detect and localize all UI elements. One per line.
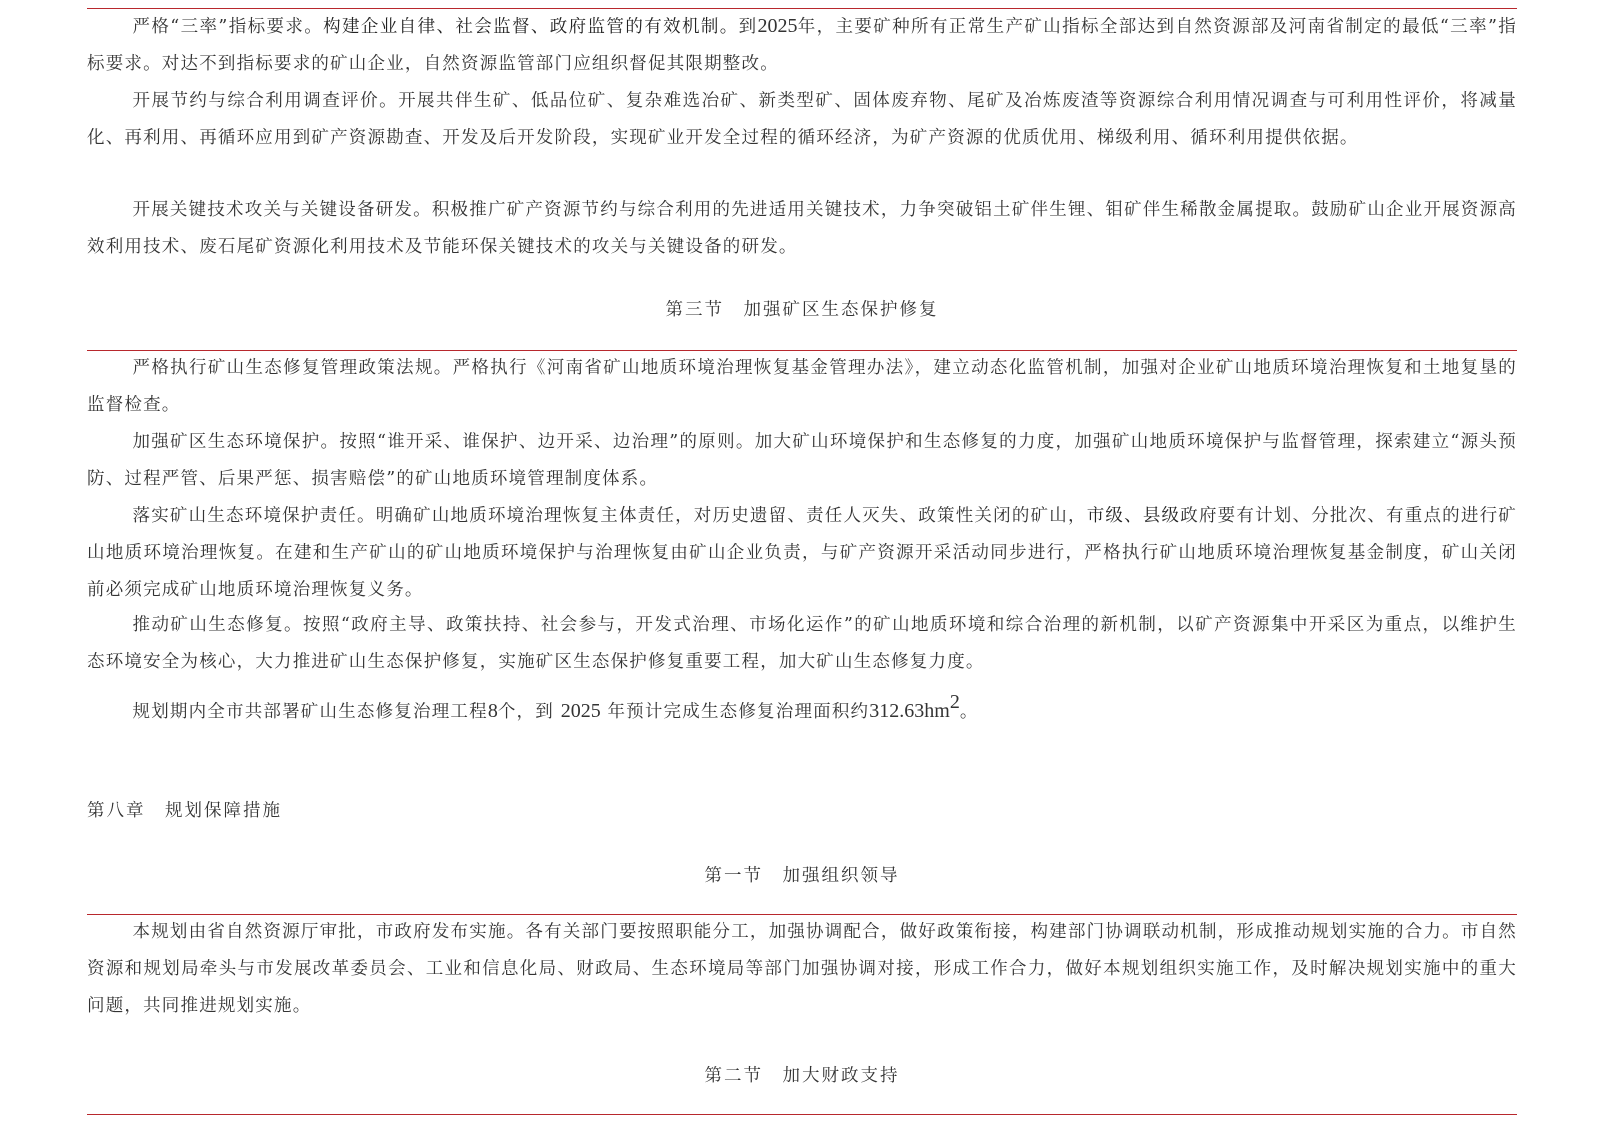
section-heading: 第三节 加强矿区生态保护修复	[665, 300, 939, 320]
paragraph-three-rates	[87, 8, 1517, 83]
paragraph-text: 规划期内全市共部署矿山生态修复治理工程	[132, 702, 488, 722]
paragraph-text: 落实矿山生态环境保护责任。明确矿山地质环境治理恢复主体责任，对历史遗留、责任人灭失、政策性关闭的矿山，	[132, 506, 1087, 526]
paragraph-emphasis: 构建企业自律、社会监督、政府监管的有效机制。	[323, 17, 739, 37]
year-value: 2025	[757, 15, 798, 37]
paragraph-responsibility	[87, 498, 1517, 609]
project-count: 8	[487, 700, 498, 722]
section-heading: 第二节 加大财政支持	[704, 1066, 900, 1086]
paragraph-lead: 严格“三率”指标要求。	[132, 17, 324, 37]
paragraph-text: 政府要有计划、分批次、有重点的进行矿山地质环境治理恢复。在建和生产矿山的矿山地质环境保护与治理恢复由矿山企业负责，与矿产资源开采活动同步进行，严格执行矿山地质环境治理恢复基金制度，矿山关闭前必须完成矿山地质环境治理恢复义务。	[87, 506, 1517, 600]
paragraph-text: 。	[959, 702, 979, 722]
year-value: 2025	[560, 700, 601, 722]
paragraph-ecological-regulations: 严格执行矿山生态修复管理政策法规。严格执行《河南省矿山地质环境治理恢复基金管理办法》，建立动态化监管机制，加强对企业矿山地质环境治理恢复和土地复垦的监督检查。	[87, 358, 1517, 415]
chapter-heading: 第八章 规划保障措施	[87, 801, 282, 821]
paragraph-survey-evaluation: 开展节约与综合利用调查评价。开展共伴生矿、低品位矿、复杂难选冶矿、新类型矿、固体废弃物、尾矿及冶炼废渣等资源综合利用情况调查与可利用性评价，将减量化、再利用、再循环应用到矿产资源勘查、开发及后开发阶段，实现矿业开发全过程的循环经济，为矿产资源的优质优用、梯级利用、循环利用提供依据。	[87, 91, 1517, 148]
paragraph-restoration-targets	[87, 693, 1517, 731]
paragraph-environment-protection: 加强矿区生态环境保护。按照“谁开采、谁保护、边开采、边治理”的原则。加大矿山环境保护和生态修复的力度，加强矿山地质环境保护与监督管理，探索建立“源头预防、过程严管、后果严惩、损害赔偿”的矿山地质环境管理制度体系。	[87, 432, 1517, 489]
paragraph-organization: 本规划由省自然资源厅审批，市政府发布实施。各有关部门要按照职能分工，加强协调配合，做好政策衔接，构建部门协调联动机制，形成推动规划实施的合力。市自然资源和规划局牵头与市发展改革委员会、工业和信息化局、财政局、生态环境局等部门加强协调对接，形成工作合力，做好本规划组织实施工作，及时解决规划实施中的重大问题，共同推进规划实施。	[87, 922, 1517, 1016]
paragraph-ecological-restoration: 推动矿山生态修复。按照“政府主导、政策扶持、社会参与，开发式治理、市场化运作”的矿山地质环境和综合治理的新机制，以矿产资源集中开采区为重点，以维护生态环境安全为核心，大力推进矿山生态保护修复，实施矿区生态保护修复重要工程，加大矿山生态修复力度。	[87, 615, 1517, 672]
area-value: 312.63hm	[869, 700, 950, 722]
area-unit-exponent: 2	[949, 691, 960, 713]
section-heading: 第一节 加强组织领导	[704, 866, 900, 886]
paragraph-key-technology: 开展关键技术攻关与关键设备研发。积极推广矿产资源节约与综合利用的先进适用关键技术，力争突破铝土矿伴生锂、钼矿伴生稀散金属提取。鼓励矿山企业开展资源高效利用技术、废石尾矿资源化利用技术及节能环保关键技术的攻关与关键设备的研发。	[87, 200, 1517, 257]
paragraph-text: 到	[738, 17, 758, 37]
paragraph-text: 年预计完成生态修复治理面积约	[600, 702, 870, 722]
section-divider	[87, 1114, 1517, 1115]
paragraph-text: 个，到	[497, 702, 561, 722]
paragraph-text: 年，主要矿种所有正常生产矿山指标全部达到自然资源部及河南省制定的最低“三率”指标要求。对达不到指标要求的矿山企业，自然资源监管部门应组织督促其限期整改。	[87, 17, 1517, 74]
paragraph-emphasis: 市级、县级	[1086, 506, 1181, 526]
